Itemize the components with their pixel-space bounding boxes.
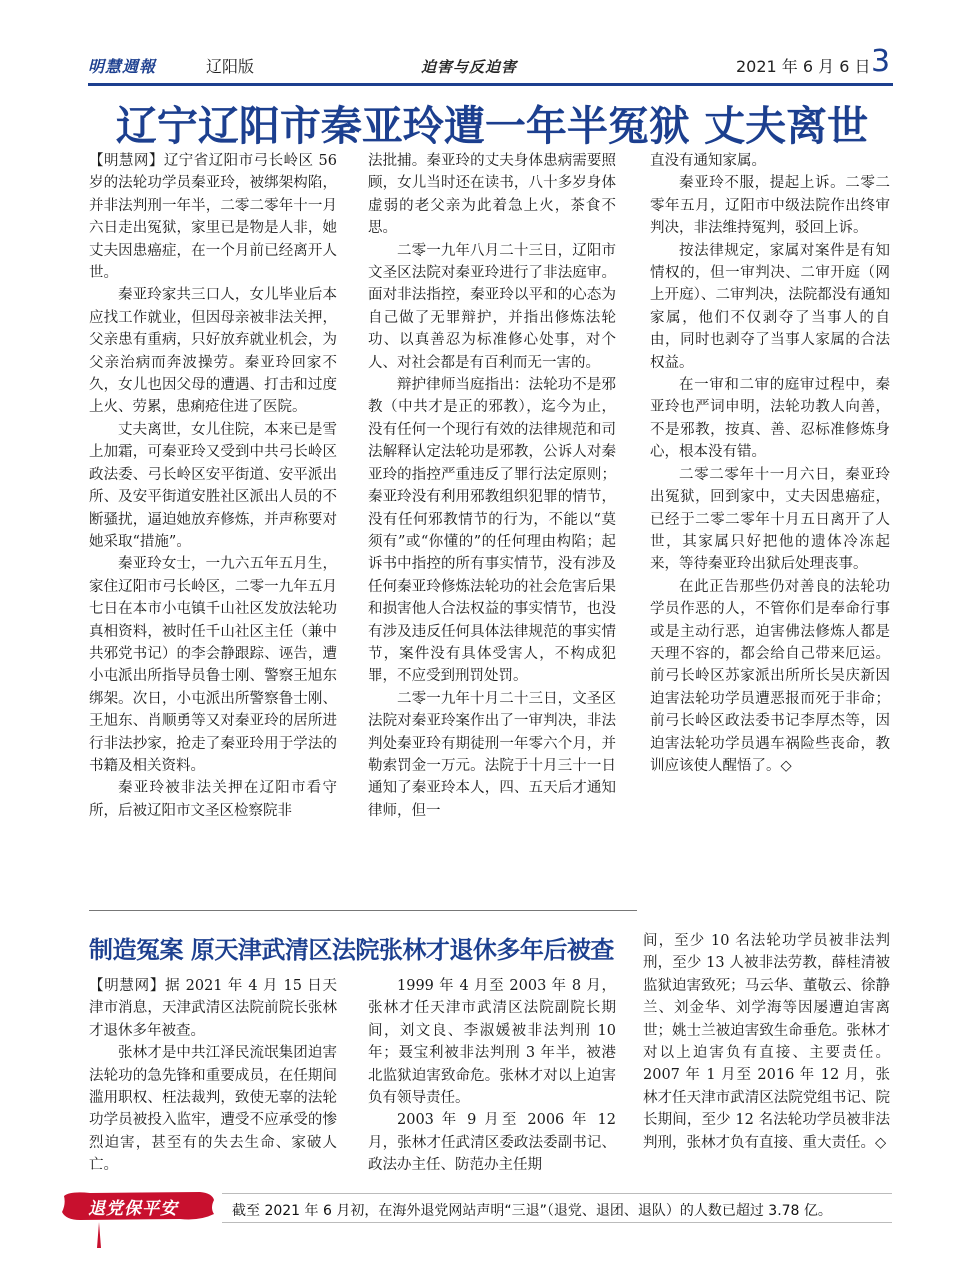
article1-headline: 辽宁辽阳市秦亚玲遭一年半冤狱 丈夫离世 xyxy=(115,102,869,150)
footer-note: 截至 2021 年 6 月初，在海外退党网站声明“三退”（退党、退团、退队）的人数已超过 3.78 亿。 xyxy=(232,1203,832,1219)
article1-column-2 xyxy=(368,150,616,895)
footer-bottom-rule xyxy=(222,1222,892,1223)
paragraph: 二零一九年八月二十三日，辽阳市文圣区法院对秦亚玲进行了非法庭审。面对非法指控，秦亚玲以平和的心态为自己做了无罪辩护，并指出修炼法轮功、以真善忍为标准修心处事，对个人、对社会都是有百利而无一害的。 xyxy=(368,242,616,371)
page-header xyxy=(88,40,893,86)
badge-tail-icon xyxy=(96,1222,102,1248)
paragraph: 二零二零年十一月六日，秦亚玲出冤狱，回到家中，丈夫因患癌症，已经于二零二零年十月五日离开了人世，其家属只好把他的遗体冷冻起来，等待秦亚玲出狱后处理丧事。 xyxy=(650,466,890,573)
article1-column-1 xyxy=(89,150,337,895)
section-title: 迫害与反迫害 xyxy=(421,58,518,76)
edition-label: 辽阳版 xyxy=(206,57,255,76)
paragraph: 秦亚玲家共三口人，女儿毕业后本应找工作就业，但因母亲被非法关押，父亲患有重病，只好放弃就业机会，为父亲治病而奔波操劳。秦亚玲回家不久，女儿也因父母的遭遇、打击和过度上火、劳累，患痢疮住进了医院。 xyxy=(89,287,337,416)
footer-top-rule xyxy=(222,1193,892,1194)
paragraph: 丈夫离世，女儿住院，本来已是雪上加霜，可秦亚玲又受到中共弓长岭区政法委、弓长岭区安平街道、安平派出所、及安平街道安胜社区派出人员的不断骚扰，逼迫她放弃修炼，并声称要对她采取“措施”。 xyxy=(89,421,337,550)
paragraph-continued: 法批捕。秦亚玲的丈夫身体患病需要照顾，女儿当时还在读书，八十多岁身体虚弱的老父亲为此着急上火，茶食不思。 xyxy=(368,153,616,237)
paragraph: 2003 年 9 月至 2006 年 12 月，张林才任武清区委政法委副书记、政法办主任、防范办主任期 xyxy=(368,1112,616,1174)
paragraph: 辩护律师当庭指出：法轮功不是邪教（中共才是正的邪教），迄今为止，没有任何一个现行有效的法律规范和司法解释认定法轮功是邪教，公诉人对秦亚玲的指控严重违反了罪行法定原则；秦亚玲没有利用邪教组织犯罪的情节，没有任何邪教情节的行为，不能以“莫须有”或“你懂的”的任何理由构陷；起诉书中指控的所有事实情节，没有涉及任何秦亚玲修炼法轮功的社会危害后果和损害他人合法权益的事实情节，也没有涉及违反任何具体法律规范的事实情节，案件没有具体受害人，不构成犯罪，不应受到刑罚处罚。 xyxy=(368,377,616,685)
paragraph-continued: 间，至少 10 名法轮功学员被非法判刑，至少 13 人被非法劳教，薛桂清被监狱迫害致死；马云华、董敬云、徐静兰、刘金华、刘学海等因屡遭迫害离世；姚士兰被迫害致生命垂危。张林才对以上迫害负有直接、主要责任。2007 年 1 月至 2016 年 12 月，张林才任天津市武清区法院党组书记、院长期间，至少 12 名法轮功学员被非法判刑，张林才负有直接、重大责任。◇ xyxy=(643,933,890,1151)
paragraph: 1999 年 4 月至 2003 年 8 月，张林才任天津市武清区法院副院长期间，刘文良、李淑媛被非法判刑 10 年；聂宝利被非法判刑 3 年半，被港北监狱迫害致命危。张林才对以上迫害负有领导责任。 xyxy=(368,978,616,1107)
quit-party-badge xyxy=(60,1190,216,1222)
page-number: 3 xyxy=(871,44,891,79)
paragraph: 在一审和二审的庭审过程中，秦亚玲也严词申明，法轮功教人向善，不是邪教，按真、善、忍标准修炼身心，根本没有错。 xyxy=(650,377,890,461)
paragraph: 【明慧网】辽宁省辽阳市弓长岭区 56 岁的法轮功学员秦亚玲，被绑架构陷，并非法判刑一年半，二零二零年十一月六日走出冤狱，家里已是物是人非，她丈夫因患癌症，在一个月前已经离开人世。 xyxy=(89,153,337,282)
paragraph-continued: 直没有通知家属。 xyxy=(650,153,766,169)
paragraph: 秦亚玲不服，提起上诉。二零二零年五月，辽阳市中级法院作出终审判决，非法维持冤判，驳回上诉。 xyxy=(650,175,890,237)
article2-column-3 xyxy=(643,930,890,1185)
paragraph: 二零一九年十月二十三日，文圣区法院对秦亚玲案作出了一审判决，非法判处秦亚玲有期徒刑一年零六个月，并勒索罚金一万元。法院于十月三十一日通知了秦亚玲本人，四、五天后才通知律师，但一 xyxy=(368,690,616,819)
article2-column-1 xyxy=(89,975,337,1185)
header-rule xyxy=(88,83,893,86)
paragraph: 张林才是中共江泽民流氓集团迫害法轮功的急先锋和重要成员，在任期间滥用职权、枉法裁判，致使无辜的法轮功学员被投入监牢，遭受不应承受的惨烈迫害，甚至有的失去生命、家破人亡。 xyxy=(89,1045,337,1174)
article-divider xyxy=(89,910,637,911)
paragraph: 秦亚玲女士，一九六五年五月生，家住辽阳市弓长岭区，二零一九年五月七日在本市小屯镇千山社区发放法轮功真相资料，被时任千山社区主任（兼中共邪党书记）的李会静跟踪、诬告，遭小屯派出所指导员鲁士刚、警察王旭东绑架。次日，小屯派出所警察鲁士刚、王旭东、肖顺勇等又对秦亚玲的居所进行非法抄家，抢走了秦亚玲用于学法的书籍及相关资料。 xyxy=(89,556,337,774)
paragraph: 秦亚玲被非法关押在辽阳市看守所，后被辽阳市文圣区检察院非 xyxy=(89,780,337,819)
paragraph: 按法律规定，家属对案件是有知情权的，但一审判决、二审开庭（网上开庭）、二审判决，法院都没有通知家属，他们不仅剥夺了当事人的自由，同时也剥夺了当事人家属的合法权益。 xyxy=(650,242,890,371)
masthead-logo: 明慧週報 xyxy=(88,57,157,76)
article1-column-3 xyxy=(650,150,890,895)
article2-headline: 制造冤案 原天津武清区法院张林才退休多年后被查 xyxy=(89,936,614,964)
paragraph: 在此正告那些仍对善良的法轮功学员作恶的人，不管你们是奉命行事或是主动行恶，迫害佛法修炼人都是天理不容的，都会给自己带来厄运。前弓长岭区苏家派出所所长吴庆新因迫害法轮功学员遭恶报而死于非命；前弓长岭区政法委书记李厚杰等，因迫害法轮功学员遇车祸险些丧命，教训应该使人醒悟了。◇ xyxy=(650,578,890,774)
paragraph: 【明慧网】据 2021 年 4 月 15 日天津市消息，天津武清区法院前院长张林才退休多年被查。 xyxy=(89,978,337,1039)
badge-label: 退党保平安 xyxy=(88,1199,178,1219)
issue-date: 2021 年 6 月 6 日 xyxy=(736,57,871,76)
article2-column-2 xyxy=(368,975,616,1185)
